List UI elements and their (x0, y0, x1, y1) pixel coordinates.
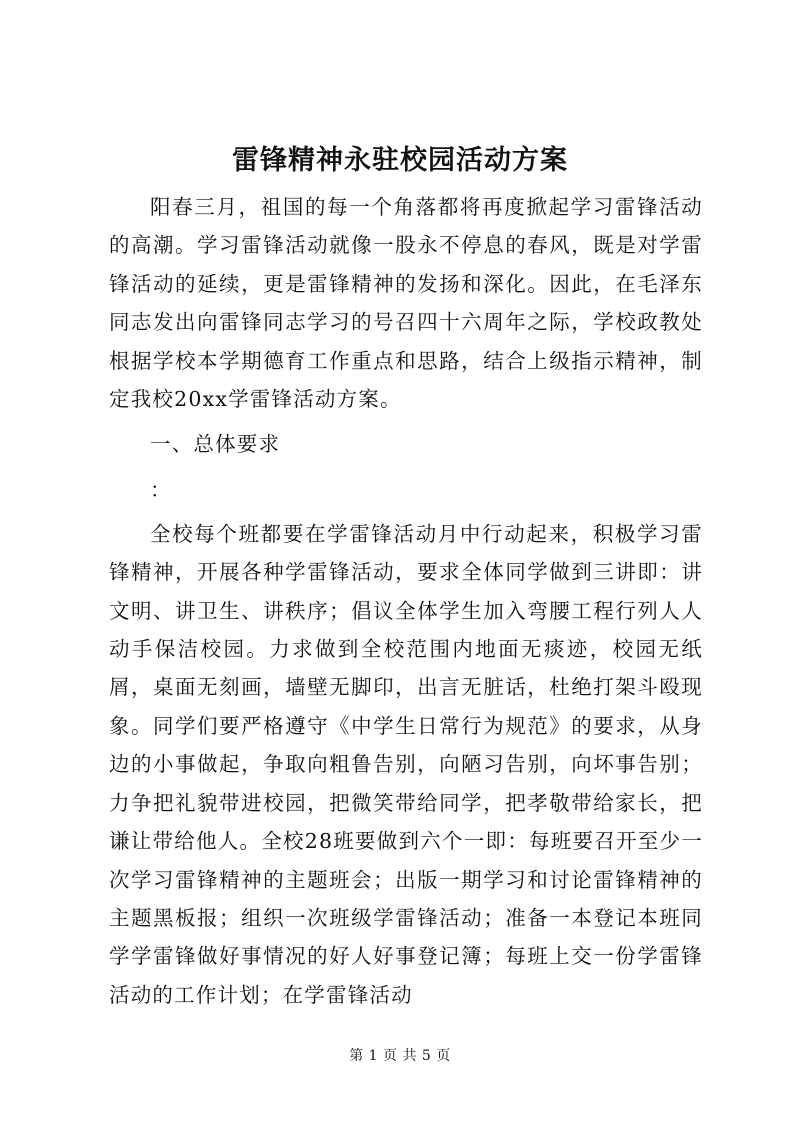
section-heading: 一、总体要求 (150, 432, 281, 457)
colon-line: ： (150, 477, 172, 502)
page-number-footer: 第 1 页 共 5 页 (349, 1048, 451, 1064)
intro-paragraph: 阳春三月，祖国的每一个角落都将再度掀起学习雷锋活动的高潮。学习雷锋活动就像一股永不停息的春风，既是对学雷锋活动的延续，更是雷锋精神的发扬和深化。因此，在毛泽东同志发出向雷锋同志学习的号召四十六周年之际，学校政教处根据学校本学期德育工作重点和思路，结合上级指示精神，制定我校20xx学雷锋活动方案。 (109, 195, 703, 412)
main-paragraph: 全校每个班都要在学雷锋活动月中行动起来，积极学习雷锋精神，开展各种学雷锋活动，要求全体同学做到三讲即：讲文明、讲卫生、讲秩序；倡议全体学生加入弯腰工程行列人人动手保洁校园。力求做到全校范围内地面无痰迹，校园无纸屑，桌面无刻画，墙壁无脚印，出言无脏话，杜绝打架斗殴现象。同学们要严格遵守《中学生日常行为规范》的要求，从身边的小事做起，争取向粗鲁告别，向陋习告别，向坏事告别；力争把礼貌带进校园，把微笑带给同学，把孝敬带给家长，把谦让带给他人。全校28班要做到六个一即：每班要召开至少一次学习雷锋精神的主题班会；出版一期学习和讨论雷锋精神的主题黑板报；组织一次班级学雷锋活动；准备一本登记本班同学学雷锋做好事情况的好人好事登记簿；每班上交一份学雷锋活动的工作计划；在学雷锋活动 (109, 521, 703, 1007)
document-title: 雷锋精神永驻校园活动方案 (232, 145, 568, 176)
document-body (109, 188, 703, 1014)
